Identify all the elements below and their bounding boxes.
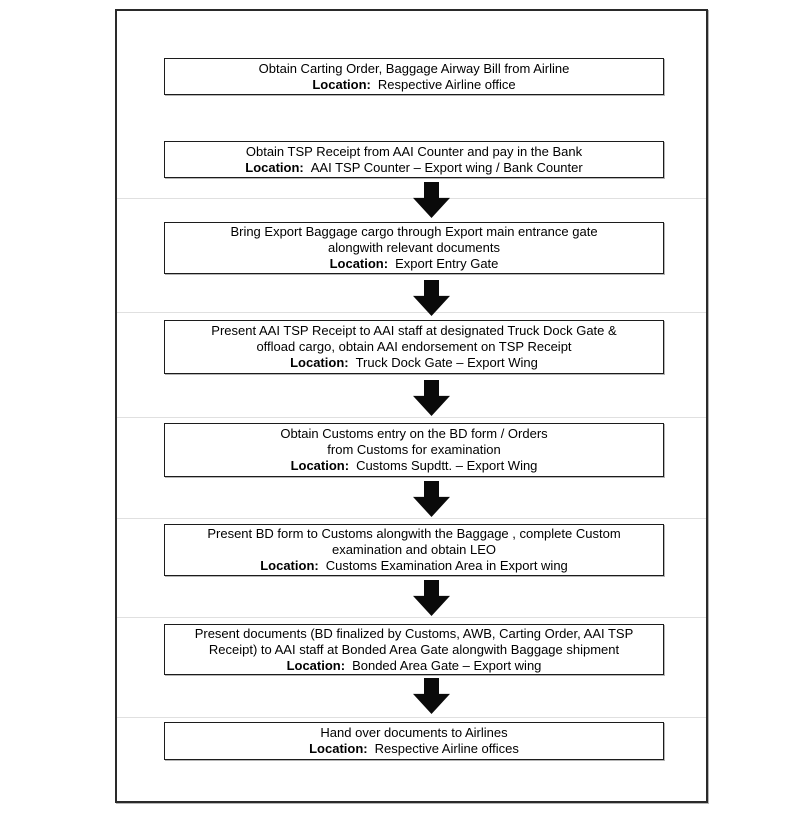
location-value: Respective Airline office: [377, 76, 516, 92]
row-separator: [117, 417, 706, 418]
location-value: Respective Airline offices: [374, 741, 519, 756]
location-label: Location:: [245, 159, 304, 175]
flow-step-text: Obtain TSP Receipt from AAI Counter and pay in the Bank: [245, 143, 583, 159]
flow-step-box: [164, 222, 664, 274]
down-arrow-icon: [413, 678, 450, 714]
location-label: Location:: [312, 76, 371, 92]
flowchart-border-frame: [115, 9, 708, 803]
location-label: Location:: [286, 657, 346, 673]
location-value: Customs Examination Area in Export wing: [325, 558, 568, 573]
location-value: AAI TSP Counter – Export wing / Bank Counter: [310, 159, 583, 175]
flow-step-text: Present AAI TSP Receipt to AAI staff at designated Truck Dock Gate &: [211, 323, 617, 338]
flow-step-location: [165, 77, 663, 93]
flow-step-location: [165, 256, 663, 272]
flow-step-text: from Customs for examination: [327, 442, 501, 457]
flow-step-location: [165, 458, 663, 474]
flow-step-text: offload cargo, obtain AAI endorsement on TSP Receipt: [256, 339, 572, 354]
location-label: Location:: [290, 355, 349, 370]
flow-step-box: [164, 141, 664, 178]
row-separator: [117, 312, 706, 313]
location-value: Bonded Area Gate – Export wing: [352, 657, 542, 673]
flow-step-box: [164, 423, 664, 477]
down-arrow-icon: [413, 380, 450, 416]
flow-step-box: [164, 722, 664, 760]
flow-step-text: Bring Export Baggage cargo through Export main entrance gate: [230, 224, 598, 239]
flow-step-location: [165, 558, 663, 574]
flow-step-box: [164, 320, 664, 374]
row-separator: [117, 717, 706, 718]
flow-step-text: Present documents (BD finalized by Customs, AWB, Carting Order, AAI TSP: [194, 625, 634, 641]
location-label: Location:: [260, 558, 319, 573]
down-arrow-icon: [413, 481, 450, 517]
flow-step-text: alongwith relevant documents: [328, 240, 500, 255]
location-value: Truck Dock Gate – Export Wing: [355, 355, 538, 370]
flow-step-text: Receipt) to AAI staff at Bonded Area Gate alongwith Baggage shipment: [208, 641, 620, 657]
location-value: Customs Supdtt. – Export Wing: [356, 458, 538, 473]
flow-step-text: Present BD form to Customs alongwith the Baggage , complete Custom: [207, 526, 621, 541]
flow-step-box: [164, 624, 664, 675]
flow-step-box: [164, 524, 664, 576]
down-arrow-icon: [413, 280, 450, 316]
row-separator: [117, 518, 706, 519]
row-separator: [117, 198, 706, 199]
flow-step-location: [165, 658, 663, 674]
flow-step-location: [165, 741, 663, 757]
location-label: Location:: [290, 458, 350, 473]
down-arrow-icon: [413, 182, 450, 218]
down-arrow-icon: [413, 580, 450, 616]
flow-step-location: [165, 355, 663, 371]
location-label: Location:: [309, 741, 368, 756]
row-separator: [117, 617, 706, 618]
flow-step-location: [165, 160, 663, 176]
flow-step-text: Obtain Carting Order, Baggage Airway Bill from Airline: [258, 60, 570, 76]
flow-step-text: Obtain Customs entry on the BD form / Orders: [280, 426, 548, 441]
flow-step-text: Hand over documents to Airlines: [320, 725, 508, 740]
flow-step-box: [164, 58, 664, 95]
location-value: Export Entry Gate: [395, 256, 499, 271]
flow-step-text: examination and obtain LEO: [331, 542, 497, 557]
location-label: Location:: [329, 256, 389, 271]
